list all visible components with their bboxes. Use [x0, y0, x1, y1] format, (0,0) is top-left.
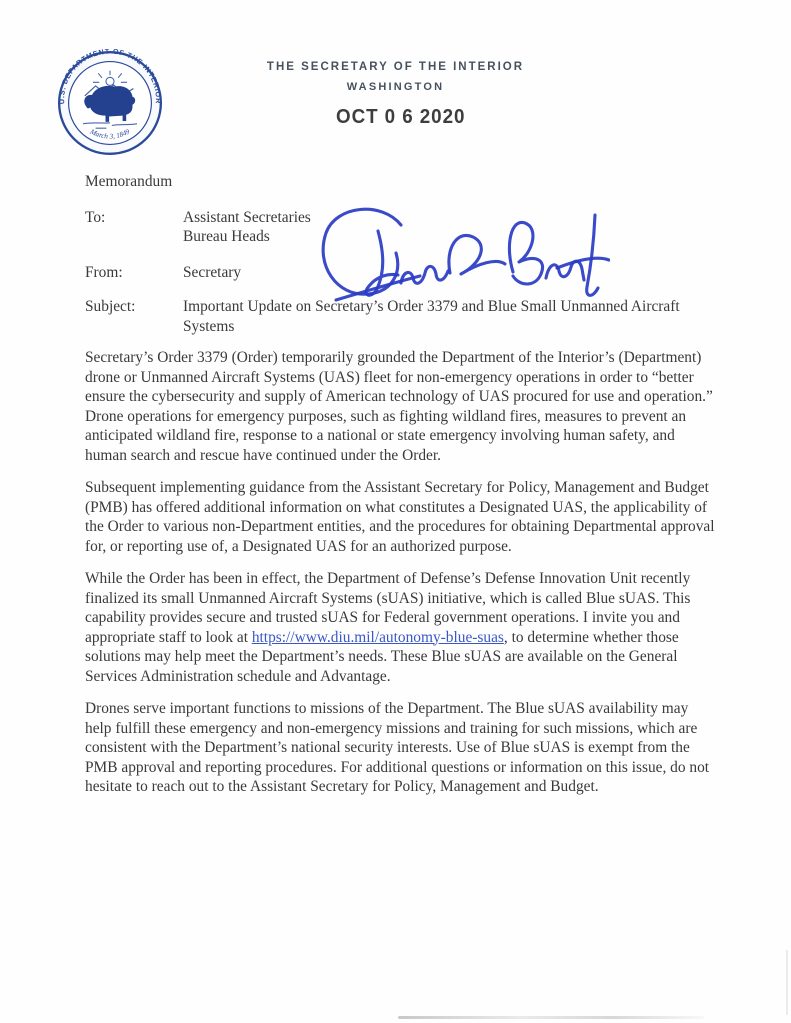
- body-paragraph-3-after: , to determine whether those solutions may help meet the Department’s needs. These Blue sUAS are available on the General Services Administration schedule and Advantage.: [85, 628, 679, 685]
- body-paragraph-1: Secretary’s Order 3379 (Order) temporarily grounded the Department of the Interior’s (Department) drone or Unmanned Aircraft Systems (UAS) fleet for non-emergency operations in order to “better ensure the cybersecurity and supply of American technology of UAS procured for use and operation.” Drone operations for emergency purposes, such as fighting wildland fires, measures to prevent an anticipated wildland fire, response to a national or state emergency involving human safety, and human search and rescue have continued under the Order.: [85, 349, 713, 464]
- memo-body: [85, 172, 717, 810]
- scan-artifact-right: [786, 950, 788, 1015]
- memo-doc-type: Memorandum: [85, 173, 173, 190]
- memo-to-line-1: Assistant Secretaries: [183, 208, 311, 226]
- memo-subject-line-2: Systems: [183, 317, 235, 335]
- letterhead: [0, 61, 791, 93]
- seal-ring-text: U.S. DEPARTMENT OF THE INTERIOR: [57, 49, 163, 105]
- memo-to-line-2: Bureau Heads: [183, 228, 270, 245]
- memo-field-to-value: [183, 208, 717, 247]
- memo-field-from-label: From:: [85, 263, 123, 281]
- date-stamp: OCT 0 6 2020: [336, 106, 466, 128]
- memo-subject-line-1: Important Update on Secretary’s Order 3379 and Blue Small Unmanned Aircraft: [183, 298, 680, 315]
- memo-field-from: [85, 263, 717, 283]
- memo-field-subject-label: Subject:: [85, 298, 136, 315]
- memo-field-subject: [85, 297, 717, 336]
- memo-field-from-value: [183, 263, 717, 283]
- body-paragraph-4: Drones serve important functions to missions of the Department. The Blue sUAS availability may help fulfill these emergency and non-emergency missions and training for such missions, which are consistent with the Department’s national security interests. Use of Blue sUAS is exempt from the PMB approval and reporting procedures. For additional questions or information on this issue, do not hesitate to reach out to the Assistant Secretary for Policy, Management and Budget.: [85, 700, 710, 795]
- scan-artifact-bottom: [398, 1016, 704, 1019]
- body-paragraph-3-before: While the Order has been in effect, the Department of Defense’s Defense Innovation Unit recently finalized its small Unmanned Aircraft Systems (sUAS) initiative, which is called Blue sUAS. This capability provides secure and trusted sUAS for Federal government operations. I invite you and appropriate staff to look at: [85, 570, 691, 646]
- memo-field-subject-value: [183, 297, 717, 336]
- body-paragraph-2: Subsequent implementing guidance from the Assistant Secretary for Policy, Management and Budget (PMB) has offered additional information on what constitutes a Designated UAS, the applicability of the Order to various non-Department entities, and the procedures for obtaining Departmental approval for, or reporting use of, a Designated UAS for an authorized purpose.: [85, 479, 715, 555]
- blue-suas-link[interactable]: https://www.diu.mil/autonomy-blue-suas: [251, 628, 504, 646]
- body-paragraph-3: [85, 569, 717, 686]
- seal-date-text: March 3, 1849: [88, 127, 132, 141]
- memo-field-to-label: To:: [85, 208, 106, 226]
- letterhead-subtitle: WASHINGTON: [346, 81, 445, 93]
- letterhead-title: THE SECRETARY OF THE INTERIOR: [266, 61, 525, 73]
- memo-from-line-1: Secretary: [183, 263, 242, 281]
- memo-field-to: [85, 208, 717, 247]
